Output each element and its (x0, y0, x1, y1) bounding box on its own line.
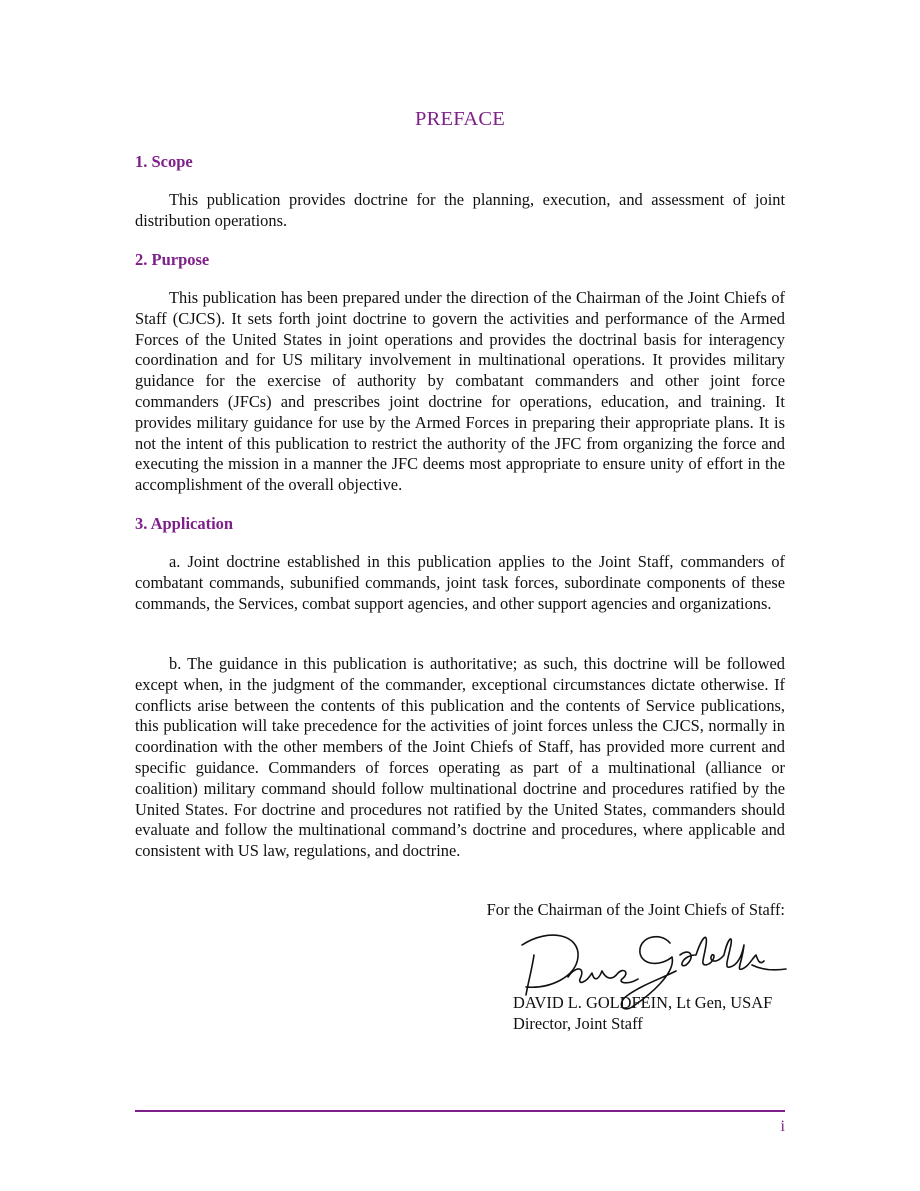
section-heading-application: 3. Application (135, 514, 234, 533)
footer-rule (135, 1110, 785, 1112)
signer-title: Director, Joint Staff (513, 1014, 643, 1033)
section-heading-purpose: 2. Purpose (135, 250, 210, 269)
closing-line: For the Chairman of the Joint Chiefs of Staff: (486, 900, 785, 919)
scope-paragraph: This publication provides doctrine for the planning, execution, and assessment of joint distribution operations. (135, 190, 785, 230)
signer-name: DAVID L. GOLDFEIN, Lt Gen, USAF (513, 993, 773, 1012)
application-paragraph-a: a. Joint doctrine established in this publication applies to the Joint Staff, commanders of combatant commands, subunified commands, joint task forces, subordinate components of these commands, the Services, combat support agencies, and other support agencies and organizations. (135, 552, 785, 613)
application-paragraph-b: b. The guidance in this publication is authoritative; as such, this doctrine will be followed except when, in the judgment of the commander, exceptional circumstances dictate otherwise. If conflicts arise between the contents of this publication and the contents of Service publications, this publication will take precedence for the activities of joint forces unless the CJCS, normally in coordination with the other members of the Joint Chiefs of Staff, has provided more current and specific guidance. Commanders of forces operating as part of a multinational (alliance or coalition) military command should follow multinational doctrine and procedures ratified by the United States. For doctrine and procedures not ratified by the United States, commanders should evaluate and follow the multinational command’s doctrine and procedures, where applicable and consistent with US law, regulations, and doctrine. (135, 654, 785, 861)
page-title: PREFACE (415, 108, 505, 130)
section-heading-scope: 1. Scope (135, 152, 193, 171)
page-number: i (780, 1118, 785, 1135)
signature-block (513, 992, 772, 1034)
document-page (135, 0, 785, 1191)
purpose-paragraph: This publication has been prepared under the direction of the Chairman of the Joint Chiefs of Staff (CJCS). It sets forth joint doctrine to govern the activities and performance of the Armed Forces of the United States in joint operations and provides the doctrinal basis for interagency coordination and for US military involvement in multinational operations. It provides military guidance for the exercise of authority by combatant commanders and other joint force commanders (JFCs) and prescribes joint doctrine for operations, education, and training. It provides military guidance for use by the Armed Forces in preparing their appropriate plans. It is not the intent of this publication to restrict the authority of the JFC from organizing the force and executing the mission in a manner the JFC deems most appropriate to ensure unity of effort in the accomplishment of the overall objective. (135, 288, 785, 495)
